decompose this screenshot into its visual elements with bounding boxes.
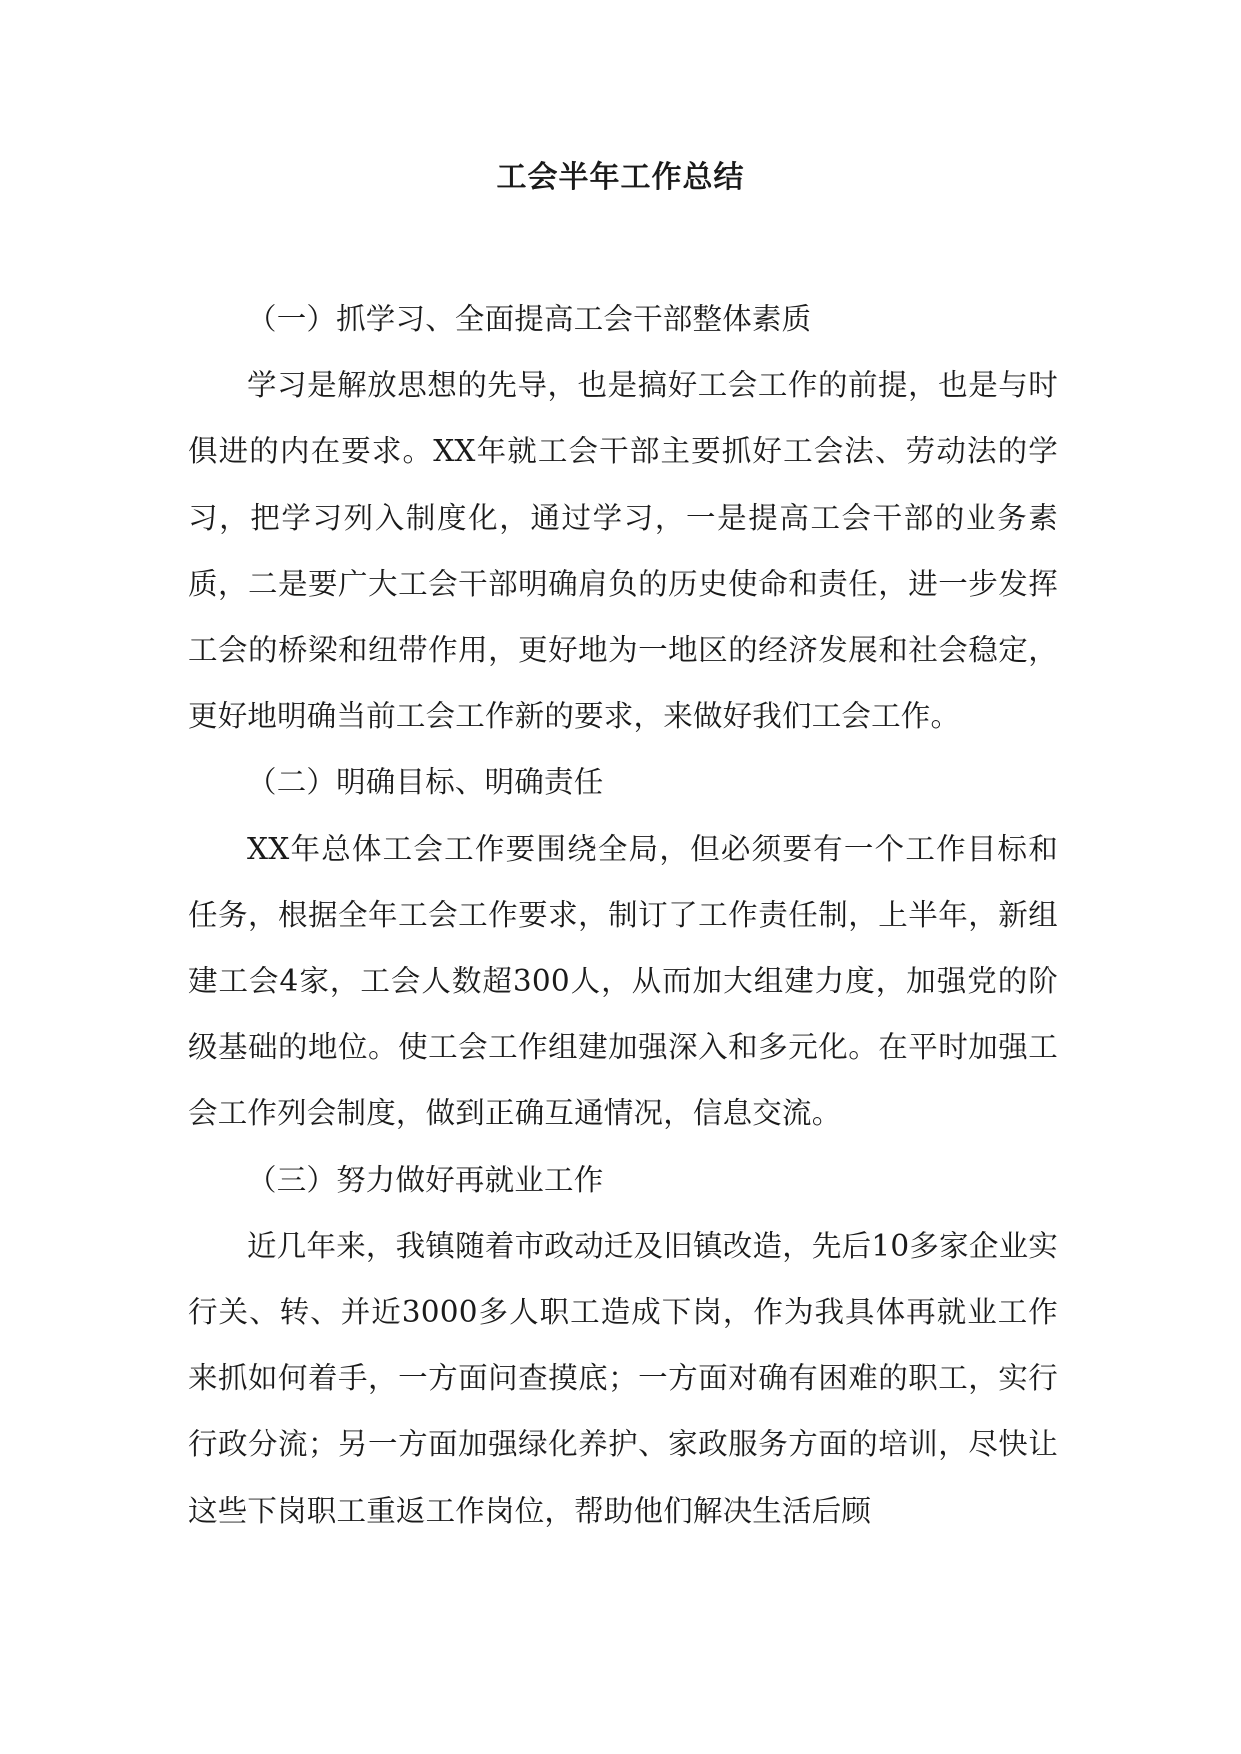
section-heading-3: （三）努力做好再就业工作	[247, 1162, 604, 1197]
paragraph: 学习是解放思想的先导，也是搞好工会工作的前提，也是与时俱进的内在要求。XX年就工会干部主要抓好工会法、劳动法的学习，把学习列入制度化，通过学习，一是提高工会干部的业务素质，二是要广大工会干部明确肩负的历史使命和责任，进一步发挥工会的桥梁和纽带作用，更好地为一地区的经济发展和社会稳定，更好地明确当前工会工作新的要求，来做好我们工会工作。	[188, 368, 1058, 734]
paragraph: XX年总体工会工作要围绕全局，但必须要有一个工作目标和任务，根据全年工会工作要求，制订了工作责任制，上半年，新组建工会4家，工会人数超300人，从而加大组建力度，加强党的阶级基础的地位。使工会工作组建加强深入和多元化。在平时加强工会工作列会制度，做到正确互通情况，信息交流。	[188, 831, 1058, 1131]
document-body	[188, 286, 1058, 1544]
paragraph: 近几年来，我镇随着市政动迁及旧镇改造，先后10多家企业实行关、转、并近3000多人职工造成下岗，作为我具体再就业工作来抓如何着手，一方面问查摸底；一方面对确有困难的职工，实行行政分流；另一方面加强绿化养护、家政服务方面的培训，尽快让这些下岗职工重返工作岗位，帮助他们解决生活后顾	[188, 1228, 1058, 1528]
document-title: 工会半年工作总结	[496, 160, 745, 195]
section-heading-1: （一）抓学习、全面提高工会干部整体素质	[247, 302, 812, 336]
section-heading-2: （二）明确目标、明确责任	[247, 765, 604, 800]
